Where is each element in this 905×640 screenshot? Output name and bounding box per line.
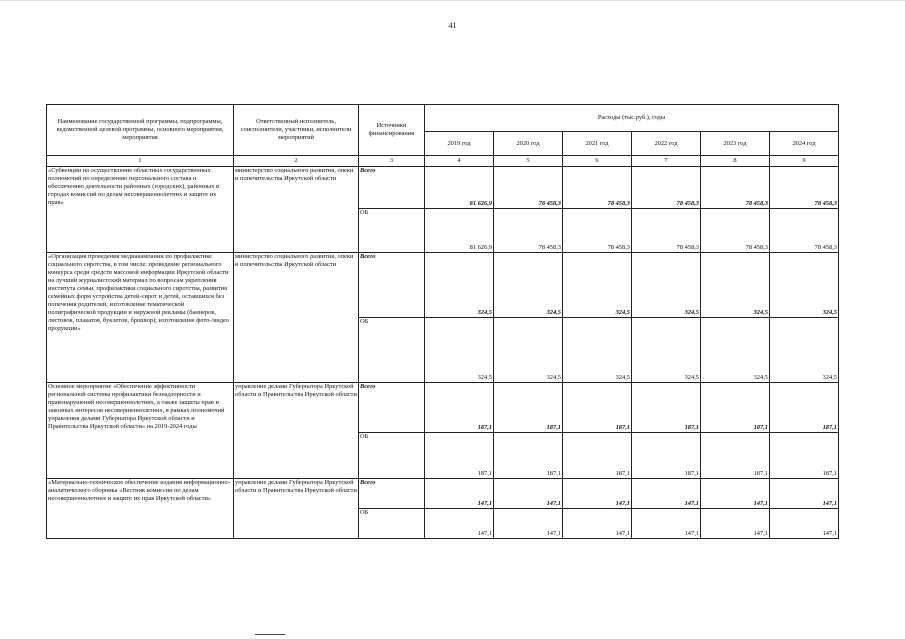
total-value: 324,5 [494, 253, 563, 318]
program-name: «Материально-техническое обеспечение издания информационно-аналитического сборника «Вестник комиссии по делам несовершеннолетних и защите их прав Иркутской области» [47, 479, 234, 539]
total-value: 78 458,3 [494, 167, 563, 209]
header-name: Наименование государственной программы, подпрограммы, ведомственной целевой программы, основного мероприятия, мероприятия [47, 105, 234, 156]
total-value: 324,5 [770, 253, 839, 318]
total-value: 147,1 [632, 479, 701, 509]
responsible-executor: министерство социального развития, опеки и попечительства Иркутской области [234, 253, 359, 383]
total-value: 324,5 [563, 253, 632, 318]
ob-value: 147,1 [632, 509, 701, 539]
column-number: 6 [563, 156, 632, 167]
ob-value: 324,5 [563, 318, 632, 383]
ob-value: 78 458,3 [770, 209, 839, 253]
ob-value: 147,1 [563, 509, 632, 539]
column-number: 8 [701, 156, 770, 167]
column-number: 3 [359, 156, 425, 167]
column-number: 7 [632, 156, 701, 167]
column-number: 4 [425, 156, 494, 167]
header-year: 2024 год [770, 132, 839, 156]
total-value: 187,1 [494, 383, 563, 433]
source-ob-label: ОБ [359, 509, 425, 539]
source-total-label: Всего [359, 383, 425, 433]
source-total-label: Всего [359, 479, 425, 509]
budget-table [46, 104, 839, 539]
ob-value: 78 458,3 [563, 209, 632, 253]
ob-value: 324,5 [632, 318, 701, 383]
source-total-label: Всего [359, 167, 425, 209]
ob-value: 324,5 [770, 318, 839, 383]
column-number: 2 [234, 156, 359, 167]
header-year: 2023 год [701, 132, 770, 156]
ob-value: 187,1 [770, 433, 839, 479]
total-value: 187,1 [701, 383, 770, 433]
header-year: 2021 год [563, 132, 632, 156]
header-year: 2020 год [494, 132, 563, 156]
ob-value: 187,1 [494, 433, 563, 479]
header-source: Источники финансирования [359, 105, 425, 156]
column-number: 5 [494, 156, 563, 167]
total-value: 324,5 [701, 253, 770, 318]
table-header [47, 105, 839, 167]
responsible-executor: управление делами Губернатора Иркутской области и Правительства Иркутской области [234, 479, 359, 539]
total-value: 78 458,3 [563, 167, 632, 209]
ob-value: 324,5 [425, 318, 494, 383]
header-expenses: Расходы (тыс.руб.), годы [425, 105, 839, 132]
total-value: 78 458,3 [701, 167, 770, 209]
total-value: 324,5 [425, 253, 494, 318]
scan-edge [0, 0, 905, 1]
total-value: 187,1 [632, 383, 701, 433]
total-value: 81 626,9 [425, 167, 494, 209]
table-row [47, 253, 839, 318]
ob-value: 81 626,9 [425, 209, 494, 253]
ob-value: 147,1 [494, 509, 563, 539]
total-value: 147,1 [494, 479, 563, 509]
table-row [47, 167, 839, 209]
ob-value: 147,1 [770, 509, 839, 539]
ob-value: 187,1 [425, 433, 494, 479]
source-ob-label: ОБ [359, 318, 425, 383]
header-responsible: Ответственный исполнитель, соисполнители, участники, исполнители мероприятий [234, 105, 359, 156]
total-value: 147,1 [425, 479, 494, 509]
column-number: 1 [47, 156, 234, 167]
ob-value: 187,1 [632, 433, 701, 479]
total-value: 147,1 [770, 479, 839, 509]
responsible-executor: министерство социального развития, опеки и попечительства Иркутской области [234, 167, 359, 253]
program-name: «Субвенции на осуществление областных государственных полномочий по определению персонального состава и обеспечению деятельности районных (городских), районных в городах комиссий по делам несовершеннолетних и защите их прав» [47, 167, 234, 253]
ob-value: 78 458,3 [632, 209, 701, 253]
total-value: 187,1 [563, 383, 632, 433]
total-value: 147,1 [563, 479, 632, 509]
page-number: 41 [448, 21, 457, 30]
total-value: 78 458,3 [632, 167, 701, 209]
column-number: 9 [770, 156, 839, 167]
ob-value: 187,1 [563, 433, 632, 479]
total-value: 187,1 [425, 383, 494, 433]
ob-value: 78 458,3 [701, 209, 770, 253]
ob-value: 187,1 [701, 433, 770, 479]
total-value: 147,1 [701, 479, 770, 509]
program-name: Основное мероприятие «Обеспечение эффективности региональной системы профилактики безнадзорности и правонарушений несовершеннолетних, а также защиты прав и законных интересов несовершеннолетних, в рамках полномочий управления делами Губернатора Иркутской области и Правительства Иркутской области» на 2019-2024 годы [47, 383, 234, 479]
ob-value: 324,5 [701, 318, 770, 383]
ob-value: 147,1 [425, 509, 494, 539]
header-year: 2019 год [425, 132, 494, 156]
responsible-executor: управление делами Губернатора Иркутской области и Правительства Иркутской области [234, 383, 359, 479]
total-value: 187,1 [770, 383, 839, 433]
table-row [47, 383, 839, 433]
source-ob-label: ОБ [359, 209, 425, 253]
scan-mark [255, 634, 285, 635]
ob-value: 78 458,3 [494, 209, 563, 253]
ob-value: 147,1 [701, 509, 770, 539]
program-name: «Организация проведения медиакампании по профилактике социального сиротства, в том числе: проведение регионального конкурса среди средств массовой информации Иркутской области на лучший журналистский материал по вопросам укрепления института семьи, профилактики социального сиротства, развития семейных форм устройства детей-сирот и детей, оставшихся без попечения родителей; изготовление тематической полиграфической продукции и наружной рекламы (баннеров, листовок, плакатов, буклетов, брошюр); изготовление фото-/видео продукции» [47, 253, 234, 383]
source-total-label: Всего [359, 253, 425, 318]
ob-value: 324,5 [494, 318, 563, 383]
header-year: 2022 год [632, 132, 701, 156]
column-numbers-row [47, 156, 839, 167]
source-ob-label: ОБ [359, 433, 425, 479]
table-row [47, 479, 839, 509]
total-value: 324,5 [632, 253, 701, 318]
total-value: 78 458,3 [770, 167, 839, 209]
